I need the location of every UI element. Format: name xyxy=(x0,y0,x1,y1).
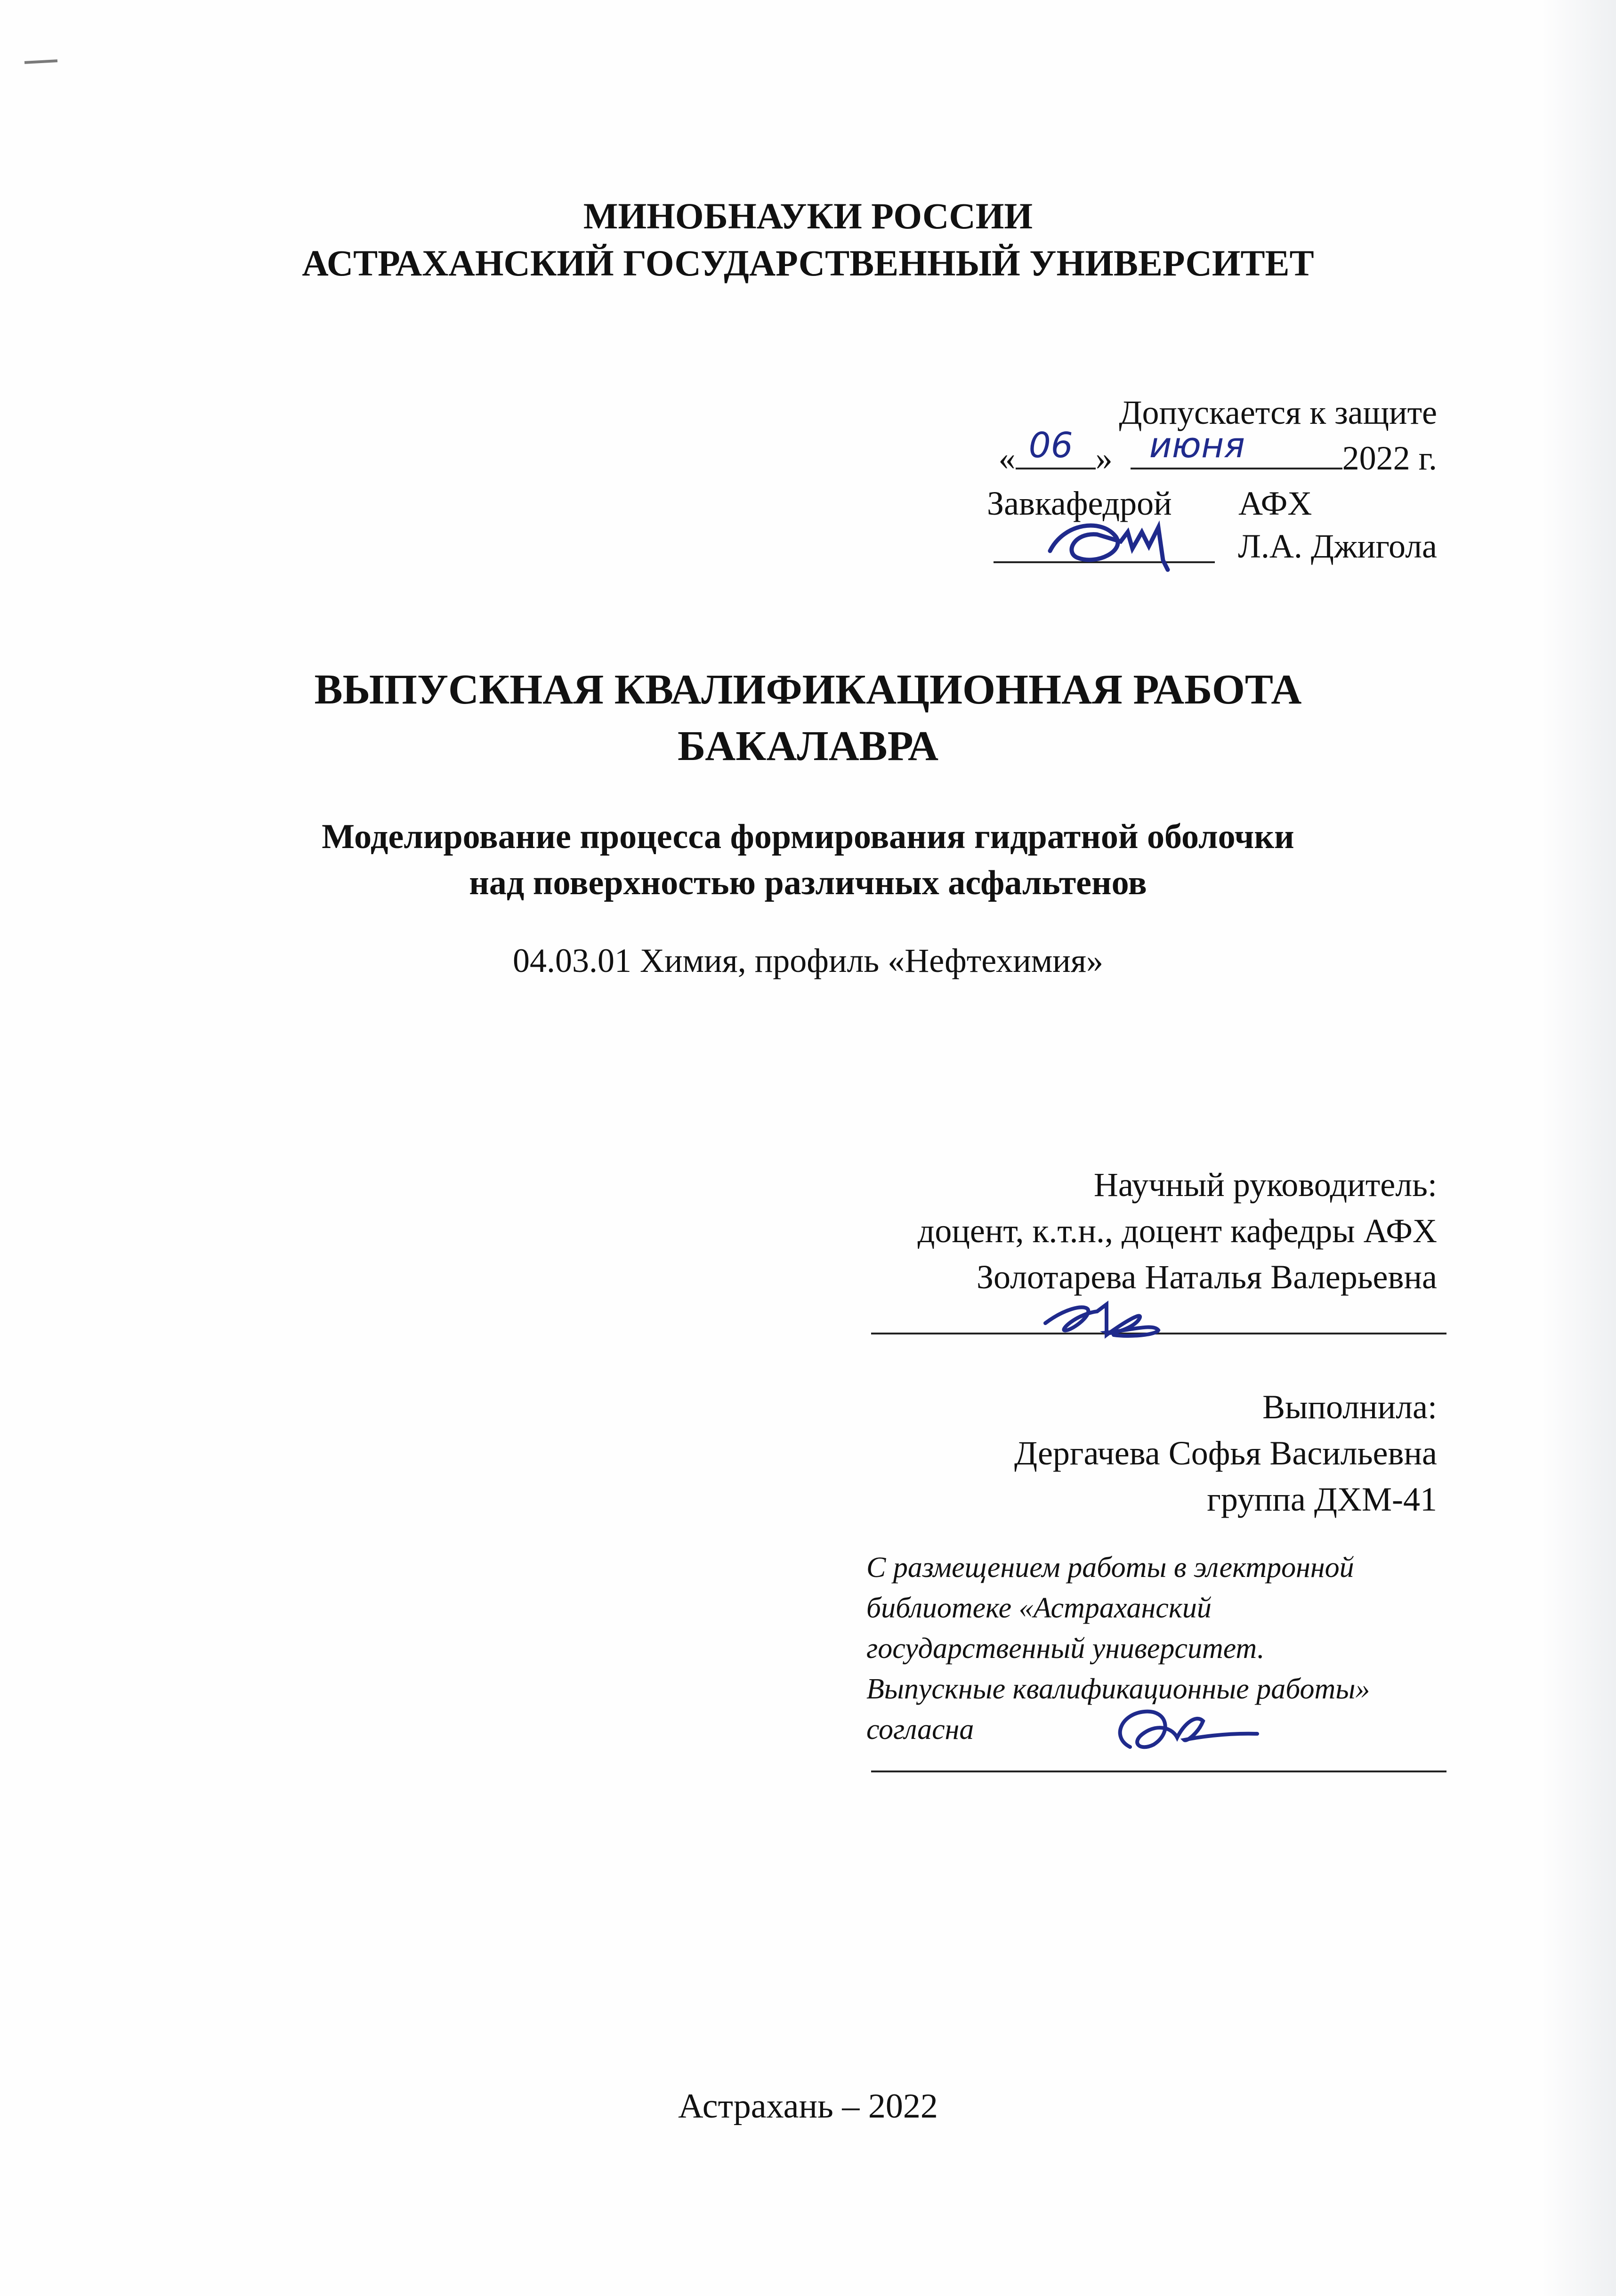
work-type-title-line1: ВЫПУСКНАЯ КВАЛИФИКАЦИОННАЯ РАБОТА xyxy=(314,666,1302,713)
consent-line1: С размещением работы в электронной xyxy=(866,1552,1354,1584)
ministry-heading: МИНОБНАУКИ РОССИИ xyxy=(583,195,1033,236)
consent-line2: библиотеке «Астраханский xyxy=(866,1592,1212,1624)
consent-line4: Выпускные квалификационные работы» xyxy=(866,1673,1370,1705)
handwritten-month: июня xyxy=(1149,425,1245,466)
university-heading: АСТРАХАНСКИЙ ГОСУДАРСТВЕННЫЙ УНИВЕРСИТЕТ xyxy=(302,243,1314,283)
supervisor-name: Золотарева Наталья Валерьевна xyxy=(976,1258,1437,1296)
supervisor-position: доцент, к.т.н., доцент кафедры АФХ xyxy=(917,1212,1437,1250)
year-text: 2022 г. xyxy=(1342,439,1437,477)
month-blank xyxy=(1131,425,1342,469)
executor-label: Выполнила: xyxy=(1262,1388,1437,1426)
head-title: Завкафедрой xyxy=(987,485,1172,522)
page-edge-shadow xyxy=(1541,0,1616,2296)
quote-close: » xyxy=(1095,439,1113,477)
consent-signature-line xyxy=(871,1771,1446,1772)
scan-corner-mark xyxy=(24,59,57,64)
approval-date-line xyxy=(998,425,1437,478)
supervisor-label: Научный руководитель: xyxy=(1093,1166,1437,1204)
topic-line2: над поверхностью различных асфальтенов xyxy=(469,864,1147,902)
head-department: АФХ xyxy=(1238,485,1312,522)
consent-line3: государственный университет. xyxy=(866,1633,1265,1665)
day-blank xyxy=(1016,425,1096,469)
executor-group: группа ДХМ-41 xyxy=(1207,1480,1437,1518)
executor-name: Дергачева Софья Васильевна xyxy=(1014,1434,1437,1472)
work-type-title-line2: БАКАЛАВРА xyxy=(677,723,939,769)
program-line: 04.03.01 Химия, профиль «Нефтехимия» xyxy=(513,942,1103,979)
consent-line5: согласна xyxy=(866,1714,974,1746)
city-year-footer: Астрахань – 2022 xyxy=(678,2087,938,2126)
admission-label: Допускается к защите xyxy=(1119,394,1437,431)
topic-line1: Моделирование процесса формирования гидратной оболочки xyxy=(322,817,1294,856)
head-signature-mark xyxy=(1045,513,1196,579)
head-name: Л.А. Джигола xyxy=(1238,527,1437,565)
quote-open: « xyxy=(998,439,1016,477)
supervisor-signature-mark xyxy=(1036,1290,1177,1347)
consent-signature-mark xyxy=(1102,1705,1271,1766)
handwritten-day: 06 xyxy=(1028,425,1073,466)
